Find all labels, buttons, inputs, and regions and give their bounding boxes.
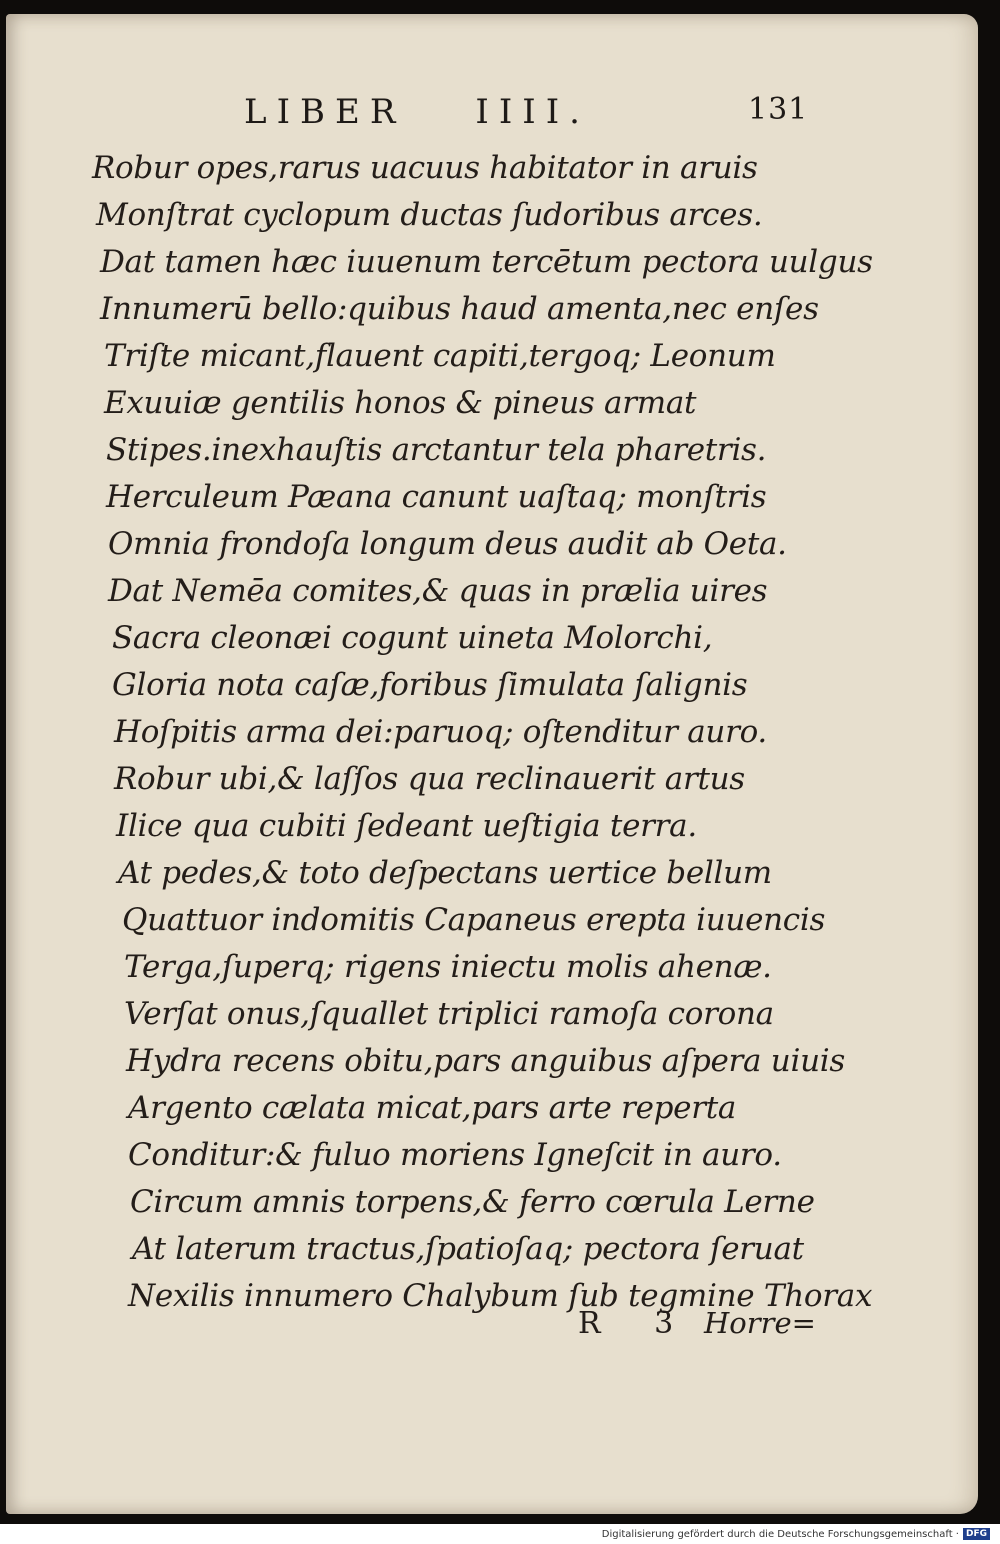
verse-line: Stipes.inexhauſtis arctantur tela pharetris. — [106, 432, 767, 468]
verse-line: Verſat onus,ſquallet triplici ramoſa corona — [124, 996, 774, 1032]
verse-line: Argento cælata micat,pars arte reperta — [128, 1090, 737, 1126]
verse-line: Triſte micant,flauent capiti,tergoq; Leonum — [104, 338, 776, 374]
verse-line: Circum amnis torpens,& ferro cœrula Lerne — [130, 1184, 815, 1220]
dfg-logo: DFG — [963, 1528, 990, 1540]
verse-line: At laterum tractus,ſpatioſaq; pectora ſeruat — [132, 1231, 804, 1267]
verse-line: Hydra recens obitu,pars anguibus aſpera uiuis — [126, 1043, 845, 1079]
page-header — [0, 92, 1000, 136]
verse-line: Hoſpitis arma dei:paruoq; oſtenditur auro. — [114, 714, 767, 750]
verse-line: Innumerū bello:quibus haud amenta,nec enſes — [100, 291, 819, 327]
verse-line: Sacra cleonæi cogunt uineta Molorchi, — [112, 620, 713, 656]
verse-line: Dat Nemēa comites,& quas in prælia uires — [108, 573, 768, 609]
signature-mark: R 3 — [578, 1306, 696, 1341]
running-head — [244, 92, 660, 132]
running-head-number: IIII. — [475, 92, 590, 132]
verse-line: Nexilis innumero Chalybum ſub tegmine Thorax — [128, 1278, 873, 1314]
verse-line: At pedes,& toto deſpectans uertice bellum — [118, 855, 772, 891]
verse-line: Robur opes,rarus uacuus habitator in aruis — [92, 150, 758, 186]
verse-line: Herculeum Pæana canunt uaſtaq; monſtris — [106, 479, 767, 515]
verse-line: Exuuiæ gentilis honos & pineus armat — [104, 385, 697, 421]
page-footer — [0, 1306, 1000, 1346]
folio-number: 131 — [748, 92, 809, 127]
digitization-credit — [602, 1528, 990, 1542]
verse-line: Quattuor indomitis Capaneus erepta iuuencis — [122, 902, 826, 938]
verse-line: Monſtrat cyclopum ductas ſudoribus arces. — [96, 197, 763, 233]
verse-line: Gloria nota caſæ,foribus ſimulata ſalignis — [112, 667, 748, 703]
verse-line: Conditur:& fuluo moriens Igneſcit in auro. — [128, 1137, 782, 1173]
verse-line: Ilice qua cubiti ſedeant ueſtigia terra. — [116, 808, 697, 844]
verse-line: Dat tamen hæc iuuenum tercētum pectora uulgus — [100, 244, 873, 280]
running-head-word: LIBER — [244, 92, 406, 132]
credit-text: Digitalisierung gefördert durch die Deutsche Forschungsgemeinschaft · — [601, 1529, 959, 1540]
verse-line: Robur ubi,& laſſos qua reclinauerit artus — [114, 761, 745, 797]
verse-line: Omnia frondoſa longum deus audit ab Oeta. — [108, 526, 787, 562]
verse-line: Terga,ſuperq; rigens iniectu molis ahenæ. — [124, 949, 772, 985]
catchword: Horre= — [704, 1306, 816, 1340]
